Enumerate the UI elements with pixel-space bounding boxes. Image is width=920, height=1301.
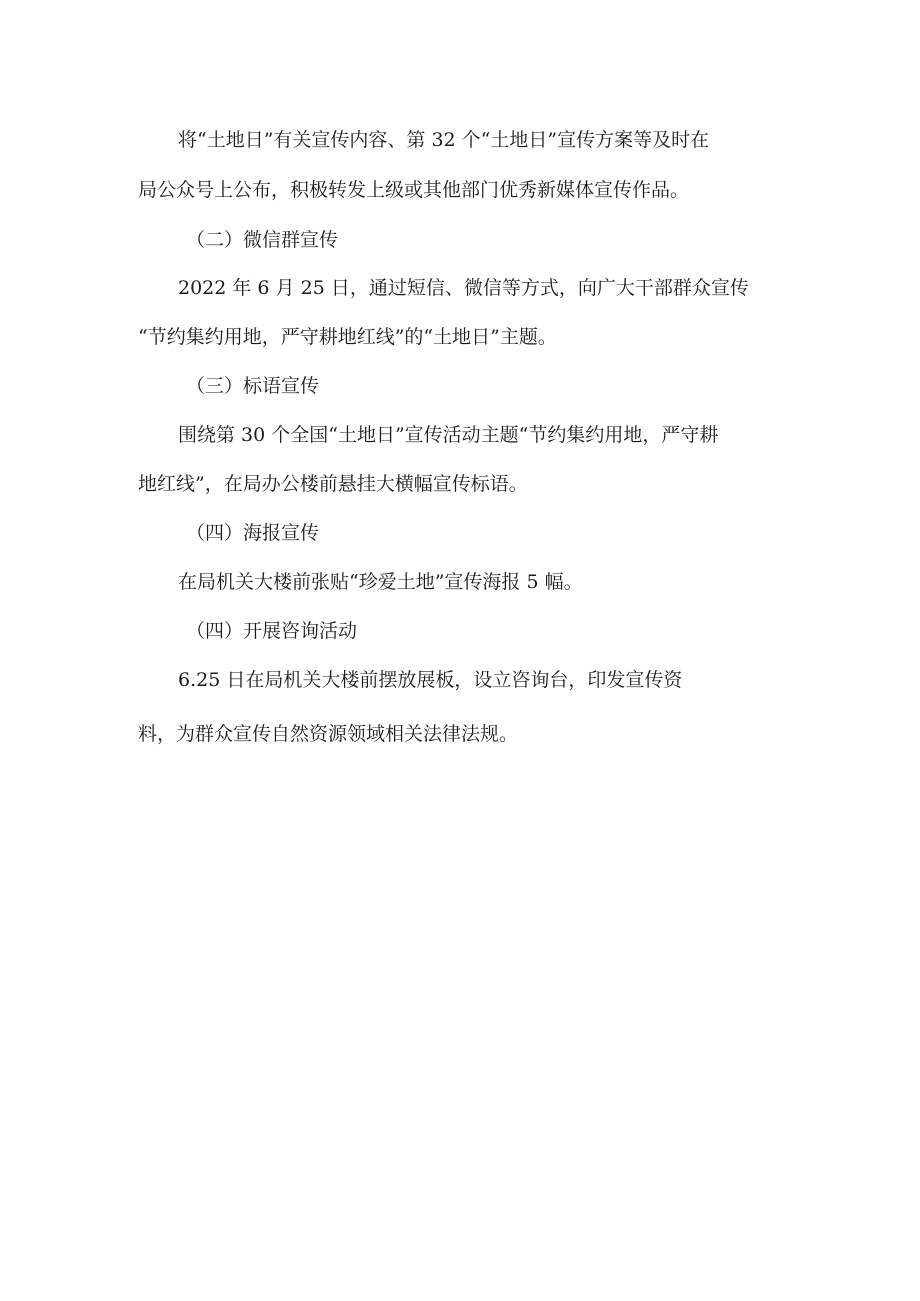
section-heading-consultation: （四）开展咨询活动: [186, 620, 358, 642]
section-heading-poster: （四）海报宣传: [186, 522, 320, 544]
paragraph-line-3: 2022 年 6 月 25 日，通过短信、微信等方式，向广大干部群众宣传: [178, 277, 749, 299]
paragraph-line-9: 料，为群众宣传自然资源领域相关法律法规。: [138, 723, 519, 745]
paragraph-line-2: 局公众号上公布，积极转发上级或其他部门优秀新媒体宣传作品。: [138, 179, 690, 201]
section-heading-wechat-group: （二）微信群宣传: [186, 229, 339, 251]
paragraph-line-4: “节约集约用地，严守耕地红线”的“土地日”主题。: [138, 326, 557, 348]
paragraph-line-8: 6.25 日在局机关大楼前摆放展板，设立咨询台，印发宣传资: [178, 669, 683, 691]
paragraph-line-6: 地红线”，在局办公楼前悬挂大横幅宣传标语。: [138, 473, 528, 495]
paragraph-line-7: 在局机关大楼前张贴“珍爱土地”宣传海报 5 幅。: [178, 571, 583, 593]
paragraph-line-1: 将“土地日”有关宣传内容、第 32 个“土地日”宣传方案等及时在: [178, 129, 710, 151]
paragraph-line-5: 围绕第 30 个全国“土地日”宣传活动主题“节约集约用地，严守耕: [178, 424, 719, 446]
section-heading-slogan: （三）标语宣传: [186, 375, 320, 397]
